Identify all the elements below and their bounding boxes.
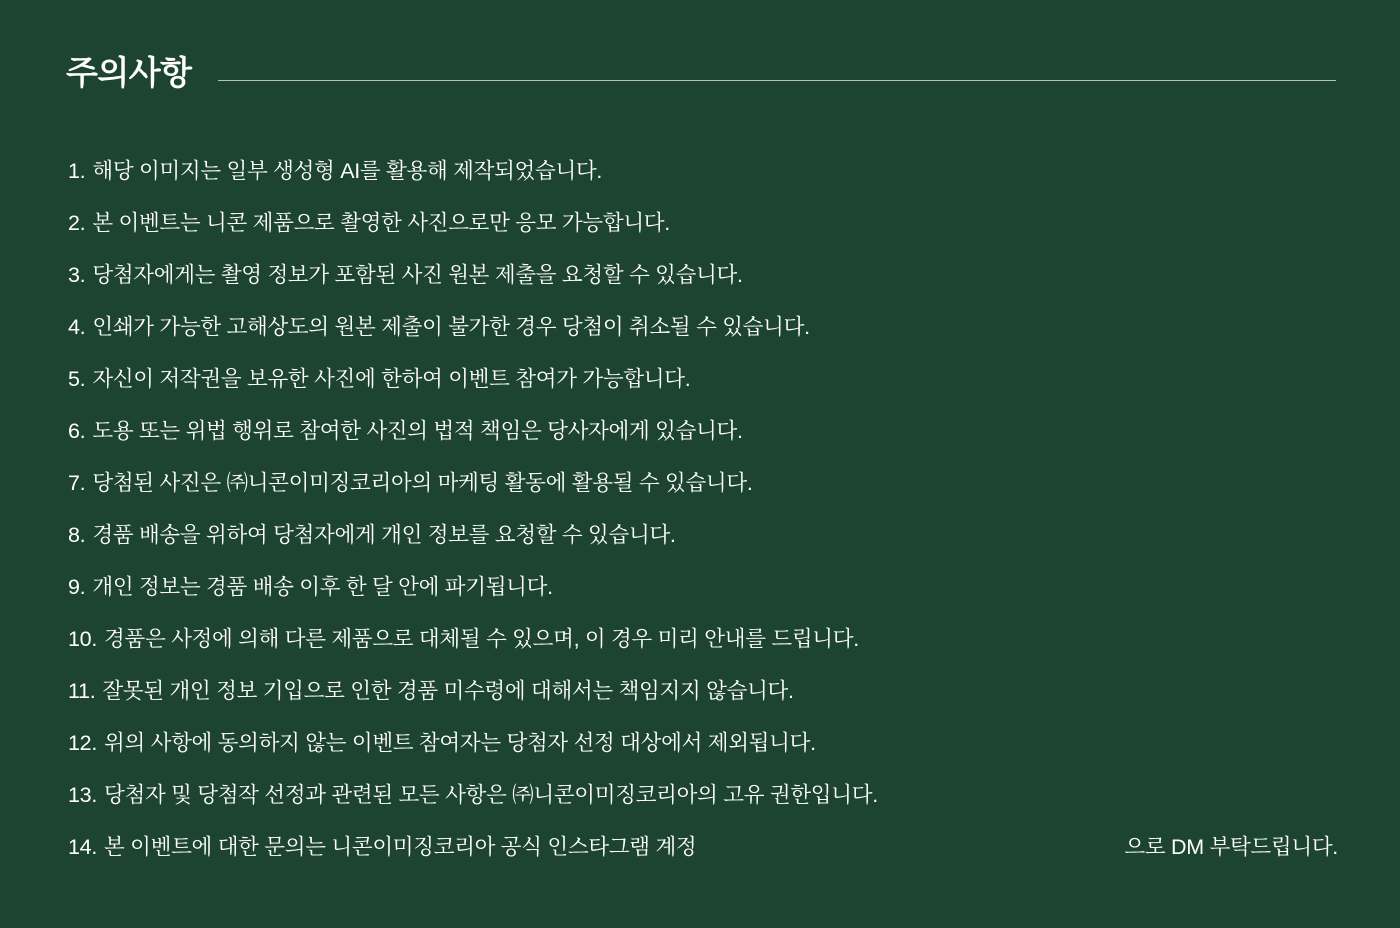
list-item [68,510,1348,562]
list-item-number: 7. [68,471,86,496]
list-item-number: 3. [68,263,86,288]
list-item-text-suffix: 으로 DM 부탁드립니다. [1124,835,1338,860]
list-item-number: 14. [68,835,97,860]
list-item-text: 당첨자 및 당첨작 선정과 관련된 모든 사항은 ㈜니콘이미징코리아의 고유 권한입니다. [104,783,878,808]
list-item-text: 당첨자에게는 촬영 정보가 포함된 사진 원본 제출을 요청할 수 있습니다. [92,263,743,288]
list-item [68,250,1348,302]
list-item-number: 1. [68,159,86,184]
heading-divider [218,80,1336,81]
notice-list [68,146,1348,874]
list-item-number: 6. [68,419,86,444]
list-item-number: 11. [68,679,96,704]
list-item-number: 2. [68,211,86,236]
list-item [68,198,1348,250]
list-item-text: 경품은 사정에 의해 다른 제품으로 대체될 수 있으며, 이 경우 미리 안내를 드립니다. [104,627,859,652]
list-item-number: 9. [68,575,86,600]
list-item [68,458,1348,510]
list-item [68,562,1348,614]
list-item-text: 개인 정보는 경품 배송 이후 한 달 안에 파기됩니다. [92,575,553,600]
list-item-number: 8. [68,523,86,548]
page-title: 주의사항 [66,54,192,91]
section-heading [66,56,1336,93]
list-item [68,406,1348,458]
list-item-number: 12. [68,731,97,756]
list-item-contact [68,822,1348,874]
list-item [68,302,1348,354]
list-item-number: 10. [68,627,97,652]
list-item-number: 13. [68,783,97,808]
list-item-text: 당첨된 사진은 ㈜니콘이미징코리아의 마케팅 활동에 활용될 수 있습니다. [92,471,753,496]
list-item-text: 본 이벤트에 대한 문의는 니콘이미징코리아 공식 인스타그램 계정 [104,835,697,860]
list-item [68,666,1348,718]
list-item-number: 5. [68,367,86,392]
list-item-number: 4. [68,315,86,340]
list-item [68,770,1348,822]
list-item-text: 잘못된 개인 정보 기입으로 인한 경품 미수령에 대해서는 책임지지 않습니다. [102,679,794,704]
list-item [68,146,1348,198]
list-item-text: 자신이 저작권을 보유한 사진에 한하여 이벤트 참여가 가능합니다. [92,367,691,392]
list-item-text: 본 이벤트는 니콘 제품으로 촬영한 사진으로만 응모 가능합니다. [92,211,670,236]
list-item [68,614,1348,666]
list-item-text: 경품 배송을 위하여 당첨자에게 개인 정보를 요청할 수 있습니다. [92,523,676,548]
list-item [68,718,1348,770]
list-item-text: 해당 이미지는 일부 생성형 AI를 활용해 제작되었습니다. [92,159,603,184]
list-item-text: 도용 또는 위법 행위로 참여한 사진의 법적 책임은 당사자에게 있습니다. [92,419,743,444]
list-item-text: 인쇄가 가능한 고해상도의 원본 제출이 불가한 경우 당첨이 취소될 수 있습니다. [92,315,810,340]
list-item-text: 위의 사항에 동의하지 않는 이벤트 참여자는 당첨자 선정 대상에서 제외됩니다. [104,731,816,756]
list-item [68,354,1348,406]
